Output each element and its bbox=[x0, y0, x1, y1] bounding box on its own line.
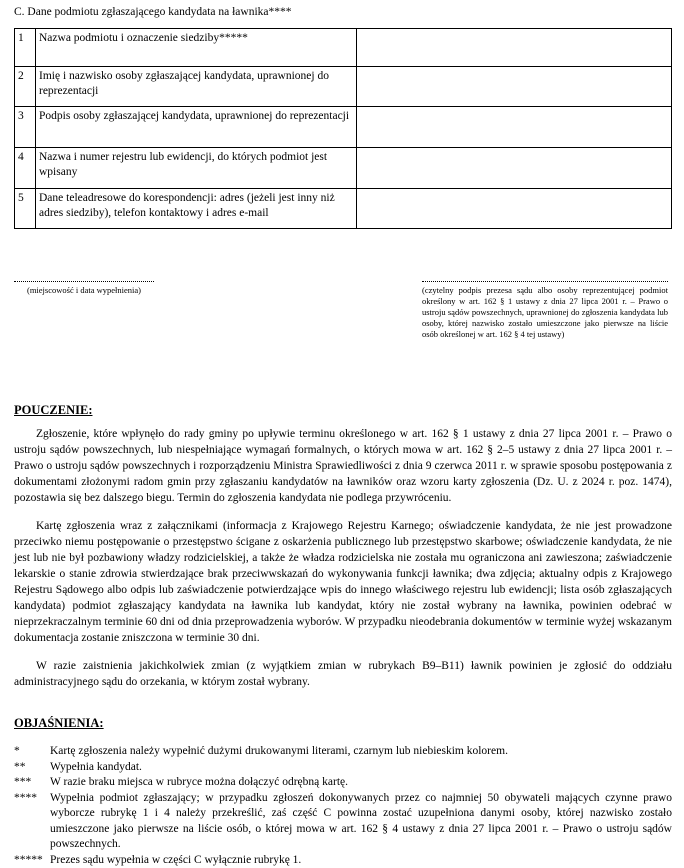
submitter-name-field[interactable] bbox=[357, 67, 672, 107]
signature-line[interactable] bbox=[422, 281, 668, 282]
row-number: 1 bbox=[15, 29, 36, 67]
objasnienia-heading: OBJAŚNIENIA: bbox=[14, 716, 104, 731]
entity-name-field[interactable] bbox=[357, 29, 672, 67]
pouczenie-paragraph: W razie zaistnienia jakichkolwiek zmian (z wyjątkiem zmian w rubrykach B9–B11) ławnik powinien je zgłosić do oddziału administracyjnego sądu do orzekania, w którym został wybrany. bbox=[14, 658, 672, 690]
note-mark: **** bbox=[14, 791, 50, 853]
row-number: 4 bbox=[15, 148, 36, 189]
note-mark: ***** bbox=[14, 853, 50, 868]
pouczenie-heading: POUCZENIE: bbox=[14, 403, 92, 418]
note-item bbox=[14, 775, 672, 791]
row-number: 2 bbox=[15, 67, 36, 107]
table-row bbox=[15, 189, 672, 229]
signature-caption: (czytelny podpis prezesa sądu albo osoby reprezentującej podmiot określony w art. 162 § 1 ustawy z dnia 27 lipca 2001 r. – Prawo o ustroju sądów powszechnych, uprawnionej do zgłoszenia kandydata lub osoby, której nazwisko zostało umieszczone jako pierwsze na liście osób określonej w art. 162 § 4 tej ustawy) bbox=[422, 285, 668, 340]
table-row bbox=[15, 67, 672, 107]
note-text: Wypełnia podmiot zgłaszający; w przypadku zgłoszeń dokonywanych przez co najmniej 50 obywateli mających czynne prawo wyborcze rubrykę 1 i 4 należy przekreślić, zaś część C powinna zostać uzupełniona danymi osoby, której nazwisko zostało umieszczone jako pierwsze na liście osób, o której mowa w art. 162 § 4 ustawy z dnia 27 lipca 2001 r. – Prawo o ustroju sądów powszechnych. bbox=[50, 791, 672, 853]
note-item bbox=[14, 853, 672, 868]
note-text: Prezes sądu wypełnia w części C wyłącznie rubrykę 1. bbox=[50, 853, 672, 868]
row-label: Podpis osoby zgłaszającej kandydata, uprawnionej do reprezentacji bbox=[36, 107, 357, 148]
row-number: 3 bbox=[15, 107, 36, 148]
note-text: Wypełnia kandydat. bbox=[50, 760, 672, 776]
note-text: Kartę zgłoszenia należy wypełnić dużymi drukowanymi literami, czarnym lub niebieskim kolorem. bbox=[50, 744, 672, 760]
row-label: Nazwa i numer rejestru lub ewidencji, do których podmiot jest wpisany bbox=[36, 148, 357, 189]
row-label: Nazwa podmiotu i oznaczenie siedziby***** bbox=[36, 29, 357, 67]
contact-field[interactable] bbox=[357, 189, 672, 229]
place-date-signature bbox=[14, 281, 154, 295]
note-item bbox=[14, 791, 672, 853]
note-text: W razie braku miejsca w rubryce można dołączyć odrębną kartę. bbox=[50, 775, 672, 791]
note-mark: * bbox=[14, 744, 50, 760]
objasnienia-notes bbox=[14, 744, 672, 868]
table-row bbox=[15, 107, 672, 148]
submitter-signature-field[interactable] bbox=[357, 107, 672, 148]
row-number: 5 bbox=[15, 189, 36, 229]
registry-field[interactable] bbox=[357, 148, 672, 189]
table-row bbox=[15, 29, 672, 67]
row-label: Dane teleadresowe do korespondencji: adres (jeżeli jest inny niż adres siedziby), telefon kontaktowy i adres e-mail bbox=[36, 189, 357, 229]
place-date-line[interactable] bbox=[14, 281, 154, 282]
note-mark: *** bbox=[14, 775, 50, 791]
note-item bbox=[14, 760, 672, 776]
president-signature bbox=[422, 281, 668, 340]
pouczenie-paragraph: Zgłoszenie, które wpłynęło do rady gminy po upływie terminu określonego w art. 162 § 1 ustawy z dnia 27 lipca 2001 r. – Prawo o ustroju sądów powszechnych, lub niespełniające wymagań formalnych, o których mowa w art. 162 § 2–5 ustawy z dnia 27 lipca 2001 r. – Prawo o ustroju sądów powszechnych i rozporządzeniu Ministra Sprawiedliwości z dnia 9 czerwca 2011 r. w sprawie sposobu postępowania z dokumentami złożonymi radom gmin przy zgłaszaniu kandydatów na ławników oraz wzoru karty zgłoszenia (Dz. U. z 2024 r. poz. 1474), pozostawia się bez dalszego biegu. Termin do zgłoszenia kandydata nie podlega przywróceniu. bbox=[14, 426, 672, 506]
note-item bbox=[14, 744, 672, 760]
table-row bbox=[15, 148, 672, 189]
pouczenie-paragraph: Kartę zgłoszenia wraz z załącznikami (informacja z Krajowego Rejestru Karnego; oświadczenie kandydata, że nie jest prowadzone przeciwko niemu postępowanie o przestępstwo ścigane z oskarżenia publicznego lub przestępstwo skarbowe; oświadczenie kandydata, że nie jest lub nie był pozbawiony władzy rodzicielskiej, a także że władza rodzicielska nie została mu ograniczona ani zawieszona; zaświadczenie lekarskie o stanie zdrowia stwierdzające brak przeciwwskazań do wykonywania funkcji ławnika; dwa zdjęcia; aktualny odpis z Krajowego Rejestru Sądowego albo odpis lub zaświadczenie potwierdzające wpis do innego właściwego rejestru lub ewidencji; lista osób zgłaszających kandydata) podmiot zgłaszający kandydata na ławnika lub kandydat, który nie został wybrany na ławnika, powinien odebrać w nieprzekraczalnym terminie 60 dni od dnia przeprowadzenia wyborów. W przypadku nieodebrania dokumentów w terminie wyżej wskazanym dokumentacja zostanie zniszczona w terminie 30 dni. bbox=[14, 518, 672, 646]
place-date-caption: (miejscowość i data wypełnienia) bbox=[14, 285, 154, 295]
pouczenie-body bbox=[14, 426, 672, 702]
note-mark: ** bbox=[14, 760, 50, 776]
submitter-data-table bbox=[14, 28, 672, 229]
section-c-title: C. Dane podmiotu zgłaszającego kandydata na ławnika**** bbox=[14, 6, 292, 18]
row-label: Imię i nazwisko osoby zgłaszającej kandydata, uprawnionej do reprezentacji bbox=[36, 67, 357, 107]
